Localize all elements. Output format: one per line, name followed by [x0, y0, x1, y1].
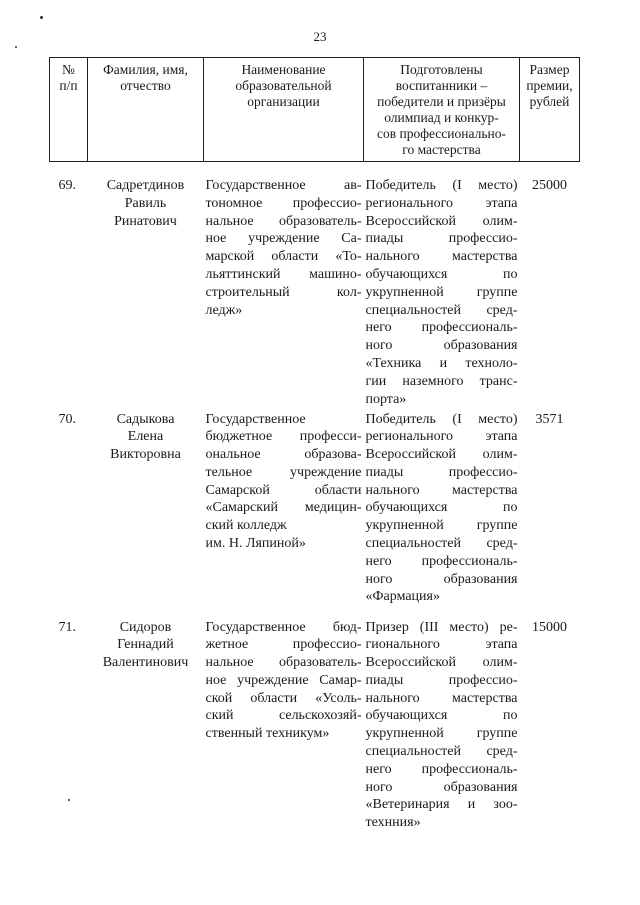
scan-speck	[40, 16, 43, 19]
header-number	[50, 58, 88, 162]
achievement-line: гии наземного транс-	[365, 373, 518, 389]
amount: 15000	[532, 619, 567, 635]
org-line: нальное образователь-	[205, 213, 362, 229]
org-line: ледж»	[205, 302, 243, 318]
header-line: премии,	[526, 78, 573, 93]
header-line: п/п	[59, 78, 78, 93]
achievement-line: Всероссийской олим-	[365, 655, 518, 671]
org-line: им. Н. Ляпиной»	[205, 536, 306, 552]
org-line: ное учреждение Са-	[205, 231, 362, 247]
achievement-line: регионального этапа	[365, 429, 518, 445]
person-name	[88, 162, 204, 411]
name-line: Викторовна	[110, 447, 181, 463]
organization	[204, 619, 364, 833]
org-line: Государственное ав-	[205, 178, 362, 193]
achievement-line: «Фармация»	[365, 589, 440, 605]
org-line: марской области «То-	[205, 249, 362, 265]
achievement-line: гионального этапа	[365, 637, 518, 653]
achievement-line: ного образования	[365, 571, 518, 587]
achievement-line: нального мастерства	[365, 482, 518, 498]
header-line: сов профессионально-	[377, 126, 506, 141]
name-line: Равиль	[124, 195, 167, 211]
achievement	[364, 162, 520, 411]
header-line: олимпиад и конкур-	[384, 110, 499, 125]
header-line: го мастерства	[402, 142, 481, 157]
achievement-line: технния»	[365, 815, 421, 831]
page-number: 23	[313, 29, 327, 44]
org-line: жетное профессио-	[205, 637, 362, 653]
achievement-line: нального мастерства	[365, 249, 518, 265]
org-line: строительный кол-	[205, 284, 362, 300]
org-line: «Самарский медицин-	[205, 500, 362, 516]
name-line: Елена	[127, 429, 164, 445]
header-amount	[520, 58, 580, 162]
header-line: отчество	[120, 78, 171, 93]
achievement-line: Призер (III место) ре-	[365, 619, 518, 635]
achievement-line: него профессиональ-	[365, 320, 518, 336]
org-line: ональное образова-	[205, 447, 362, 463]
org-line: Самарской области	[205, 482, 362, 498]
name-line: Сидоров	[119, 619, 172, 635]
header-line: организации	[247, 94, 320, 109]
awards-table	[49, 57, 580, 832]
table-row	[50, 411, 580, 619]
table-header-row	[50, 58, 580, 162]
header-line: №	[62, 62, 75, 77]
achievement-line: него профессиональ-	[365, 761, 518, 777]
header-line: воспитанники –	[395, 78, 488, 93]
scan-speck	[68, 799, 70, 801]
org-line: Государственное	[205, 411, 306, 427]
row-number: 69.	[58, 178, 76, 193]
achievement-line: него профессиональ-	[365, 553, 518, 569]
row-number: 71.	[58, 619, 76, 635]
header-line: рублей	[529, 94, 570, 109]
person-name	[88, 619, 204, 833]
org-line: льяттинский машино-	[205, 266, 362, 282]
name-line: Садретдинов	[106, 178, 185, 193]
row-number: 70.	[58, 411, 76, 427]
org-line: ский колледж	[205, 518, 287, 534]
achievement-line: нального мастерства	[365, 690, 518, 706]
achievement-line: специальностей сред-	[365, 302, 518, 318]
name-line: Ринатович	[114, 213, 177, 229]
amount: 3571	[535, 411, 564, 427]
person-name	[88, 411, 204, 619]
header-name	[88, 58, 204, 162]
achievement-line: ного образования	[365, 779, 518, 795]
achievement-line: специальностей сред-	[365, 536, 518, 552]
achievement-line: пиады профессио-	[365, 672, 518, 688]
header-line: победители и призёры	[377, 94, 506, 109]
achievement-line: ного образования	[365, 338, 518, 354]
achievement-line: Всероссийской олим-	[365, 447, 518, 463]
achievement-line: укрупненной группе	[365, 284, 518, 300]
org-line: ное учреждение Самар-	[205, 672, 362, 688]
header-organization	[204, 58, 364, 162]
org-line: ский сельскохозяй-	[205, 708, 362, 724]
achievement	[364, 619, 520, 833]
achievement-line: обучающихся по	[365, 266, 518, 282]
header-line: Наименование	[241, 62, 326, 77]
org-line: нальное образователь-	[205, 655, 362, 671]
org-line: ской области «Усоль-	[205, 690, 362, 706]
header-line: Фамилия, имя,	[103, 62, 188, 77]
org-line: Государственное бюд-	[205, 619, 362, 635]
header-line: образовательной	[235, 78, 332, 93]
achievement-line: порта»	[365, 391, 407, 407]
achievement-line: Победитель (I место)	[365, 411, 518, 427]
header-line: Размер	[529, 62, 570, 77]
achievement	[364, 411, 520, 619]
achievement-line: «Техника и техноло-	[365, 355, 518, 371]
achievement-line: Победитель (I место)	[365, 178, 518, 193]
org-line: бюджетное професси-	[205, 429, 362, 445]
achievement-line: укрупненной группе	[365, 726, 518, 742]
achievement-line: укрупненной группе	[365, 518, 518, 534]
organization	[204, 162, 364, 411]
table-row	[50, 619, 580, 833]
header-achievement	[364, 58, 520, 162]
amount: 25000	[532, 178, 567, 193]
header-line: Подготовлены	[400, 62, 483, 77]
achievement-line: регионального этапа	[365, 195, 518, 211]
achievement-line: пиады профессио-	[365, 464, 518, 480]
achievement-line: обучающихся по	[365, 500, 518, 516]
org-line: тельное учреждение	[205, 464, 362, 480]
org-line: ственный техникум»	[205, 726, 330, 742]
org-line: тономное профессио-	[205, 195, 362, 211]
achievement-line: специальностей сред-	[365, 744, 518, 760]
table-row	[50, 162, 580, 411]
achievement-line: Всероссийской олим-	[365, 213, 518, 229]
achievement-line: обучающихся по	[365, 708, 518, 724]
name-line: Геннадий	[117, 637, 174, 653]
achievement-line: пиады профессио-	[365, 231, 518, 247]
name-line: Садыкова	[116, 411, 175, 427]
scan-speck	[15, 46, 17, 48]
name-line: Валентинович	[102, 655, 189, 671]
achievement-line: «Ветеринария и зоо-	[365, 797, 518, 813]
organization	[204, 411, 364, 619]
